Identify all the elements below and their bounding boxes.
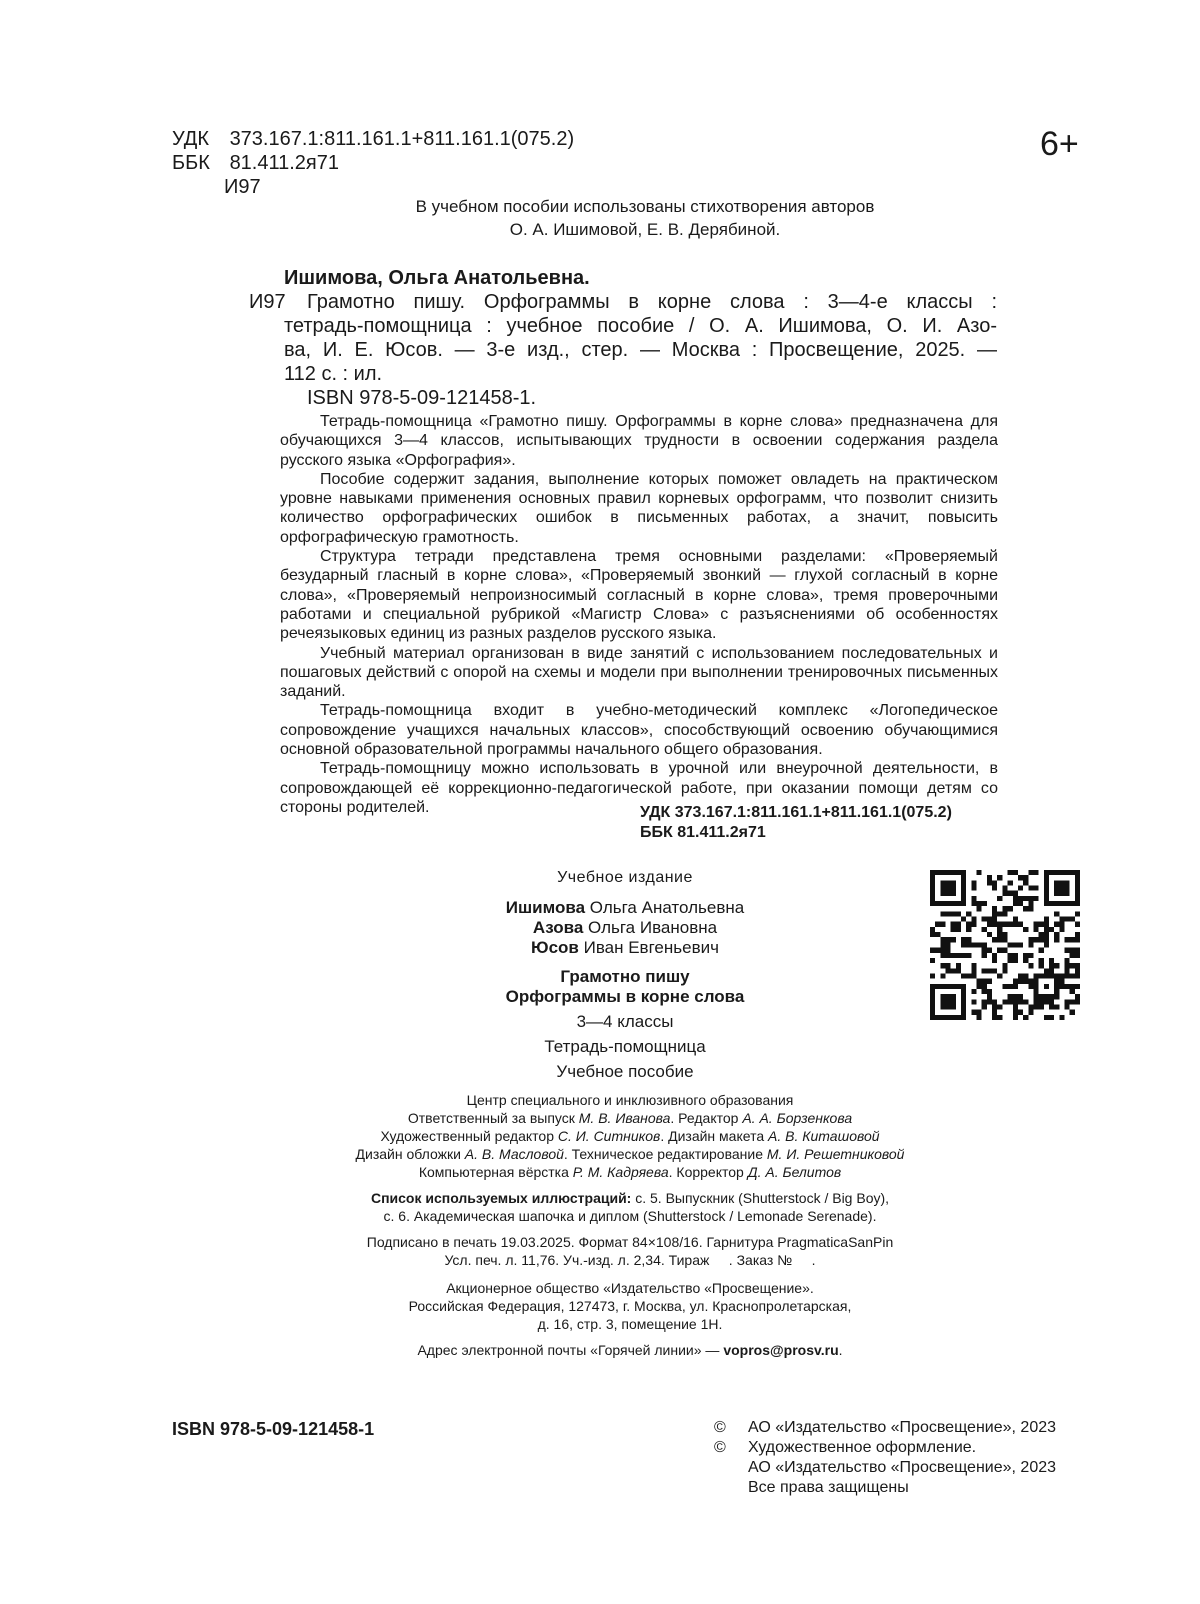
edition-type: Учебное издание [557, 869, 693, 886]
copyright-block [714, 1418, 1056, 1498]
credit-person: А. В. Киташовой [768, 1128, 880, 1144]
author-line-2 [420, 918, 830, 938]
credit-person: Д. А. Белитов [747, 1164, 842, 1180]
author-line-1 [420, 898, 830, 918]
udk-label: УДК [172, 128, 210, 150]
credit-text: Художественный редактор [380, 1128, 558, 1144]
grades: 3—4 классы [576, 1012, 674, 1031]
qr-code-icon [930, 870, 1080, 1020]
copyright-text: АО «Издательство «Просвещение», 2023 [748, 1419, 1057, 1436]
credit-person: Р. М. Кадряева [572, 1164, 669, 1180]
publisher-line3: д. 16, стр. 3, помещение 1Н. [537, 1316, 723, 1332]
credits-center: Центр специального и инклюзивного образования [466, 1092, 794, 1108]
abstract-paragraph: Тетрадь-помощница «Грамотно пишу. Орфограммы в корне слова» предназначена для обучающихся 3—4 классов, испытывающих трудности в освоении содержания раздела русского языка «Орфография». [280, 413, 998, 469]
credit-text: . Техническое редактирование [563, 1146, 767, 1162]
credit-text: . Редактор [670, 1110, 743, 1126]
bbk-row [172, 151, 339, 175]
copyright-symbol: © [714, 1419, 726, 1436]
credit-text: Дизайн обложки [355, 1146, 465, 1162]
bib-sign: И97 [249, 291, 286, 313]
footer-isbn: ISBN 978-5-09-121458-1 [172, 1419, 375, 1439]
hotline-email[interactable]: vopros@prosv.ru [723, 1342, 839, 1358]
credit-text: . Дизайн макета [660, 1128, 769, 1144]
poems-note-line1: В учебном пособии использованы стихотворения авторов [415, 197, 875, 216]
copyright-row [714, 1438, 1056, 1458]
bib-isbn: ISBN 978-5-09-121458-1. [307, 387, 537, 409]
credit-text: Компьютерная вёрстка [418, 1164, 573, 1180]
abstract-paragraph: Пособие содержит задания, выполнение которых поможет овладеть на практическом уровне навыками применения основных правил корневых орфограмм, что позволит снизить количество орфографических ошибок в письменных работах, а значит, повысить орфографическую грамотность. [280, 470, 998, 546]
illustrations-line2: с. 6. Академическая шапочка и диплом (Shutterstock / Lemonade Serenade). [383, 1208, 877, 1224]
credit-person: М. В. Иванова [578, 1110, 671, 1126]
book-type: Учебное пособие [556, 1062, 694, 1081]
copyright-row [714, 1478, 1056, 1498]
hotline-text: Адрес электронной почты «Горячей линии» — [417, 1342, 724, 1358]
bib-line4: 112 с. : ил. [284, 363, 383, 385]
credit-person: С. И. Ситников [557, 1128, 661, 1144]
book-title-1: Грамотно пишу [560, 967, 690, 986]
author-surname: Юсов [531, 938, 579, 957]
book-kind: Тетрадь-помощница [544, 1037, 706, 1056]
credits-line3 [260, 1127, 1000, 1145]
abstract-paragraph: Учебный материал организован в виде занятий с использованием последовательных и пошаговых действий с опорой на схемы и модели при выполнении тренировочных письменных заданий. [280, 644, 998, 701]
credit-text: Ответственный за выпуск [407, 1110, 579, 1126]
hotline [260, 1341, 1000, 1359]
copyright-text: Художественное оформление. [748, 1439, 977, 1456]
publisher-line2: Российская Федерация, 127473, г. Москва, ул. Краснопролетарская, [408, 1298, 852, 1314]
bib-author: Ишимова, Ольга Анатольевна. [284, 267, 590, 289]
author-name: Ольга Анатольевна [589, 898, 745, 917]
illustrations-line1 [260, 1189, 1000, 1207]
author-surname: Азова [532, 918, 584, 937]
copyright-symbol: © [714, 1439, 726, 1456]
author-surname: Ишимова [505, 898, 586, 917]
bib-line1: Грамотно пишу. Орфограммы в корне слова : 3—4-е классы : [307, 291, 997, 313]
credits-line4 [260, 1145, 1000, 1163]
print-info-line2: Усл. печ. л. 11,76. Уч.-изд. л. 2,34. Тираж . Заказ № . [444, 1252, 816, 1268]
author-name: Иван Евгеньевич [583, 938, 719, 957]
bbk-label: ББК [172, 152, 210, 174]
udk-value: 373.167.1:811.161.1+811.161.1(075.2) [229, 128, 575, 150]
print-info-line1: Подписано в печать 19.03.2025. Формат 84×108/16. Гарнитура PragmaticaSanPin [366, 1234, 894, 1250]
rights-text: Все права защищены [748, 1479, 909, 1496]
bib-line3: ва, И. Е. Юсов. — 3-е изд., стер. — Москва : Просвещение, 2025. — [284, 339, 997, 361]
poems-note-line2: О. А. Ишимовой, Е. В. Дерябиной. [509, 220, 781, 239]
illustrations-text: с. 5. Выпускник (Shutterstock / Big Boy), [631, 1190, 890, 1206]
bbk-value: 81.411.2я71 [229, 152, 340, 174]
credit-person: М. И. Решетниковой [766, 1146, 905, 1162]
book-title-2: Орфограммы в корне слова [505, 987, 745, 1006]
copyright-text: АО «Издательство «Просвещение», 2023 [748, 1459, 1057, 1476]
credits-line5 [260, 1163, 1000, 1181]
abstract [280, 412, 998, 817]
credit-text: . Корректор [668, 1164, 748, 1180]
illustrations-label: Список используемых иллюстраций: [370, 1190, 632, 1206]
age-rating: 6+ [1040, 125, 1079, 163]
abstract-paragraph: Структура тетради представлена тремя основными разделами: «Проверяемый безударный гласный в корне слова», «Проверяемый звонкий — глухой согласный в корне слова», «Проверяемый непроизносимый согласный в корне слова», тремя проверочными работами и специальной рубрикой «Магистр Слова» с разъяснениями об особенностях речеязыковых единиц из разных разделов русского языка. [280, 548, 998, 643]
credits-line2 [260, 1109, 1000, 1127]
abstract-paragraph: Тетрадь-помощница входит в учебно-методический комплекс «Логопедическое сопровождение учащихся начальных классов», способствующий освоению обучающимися основной образовательной программы начального общего образования. [280, 702, 998, 759]
credit-person: А. В. Масловой [464, 1146, 564, 1162]
author-sign: И97 [224, 176, 261, 198]
codes-right-udk: УДК 373.167.1:811.161.1+811.161.1(075.2) [640, 804, 952, 821]
author-name: Ольга Ивановна [588, 918, 718, 937]
abstract-paragraph: Тетрадь-помощницу можно использовать в урочной или внеурочной деятельности, в сопровождающей её коррекционно-педагогической работе, при оказании помощи детям со стороны родителей. [280, 760, 998, 816]
codes-right-bbk: ББК 81.411.2я71 [640, 824, 766, 841]
udk-row [172, 127, 574, 151]
credit-person: А. А. Борзенкова [742, 1110, 853, 1126]
hotline-end: . [838, 1342, 843, 1358]
publisher-line1: Акционерное общество «Издательство «Просвещение». [446, 1280, 814, 1296]
copyright-row [714, 1418, 1056, 1438]
copyright-row [714, 1458, 1056, 1478]
author-line-3 [420, 938, 830, 958]
bib-line2: тетрадь-помощница : учебное пособие / О. А. Ишимова, О. И. Азо- [284, 315, 997, 337]
